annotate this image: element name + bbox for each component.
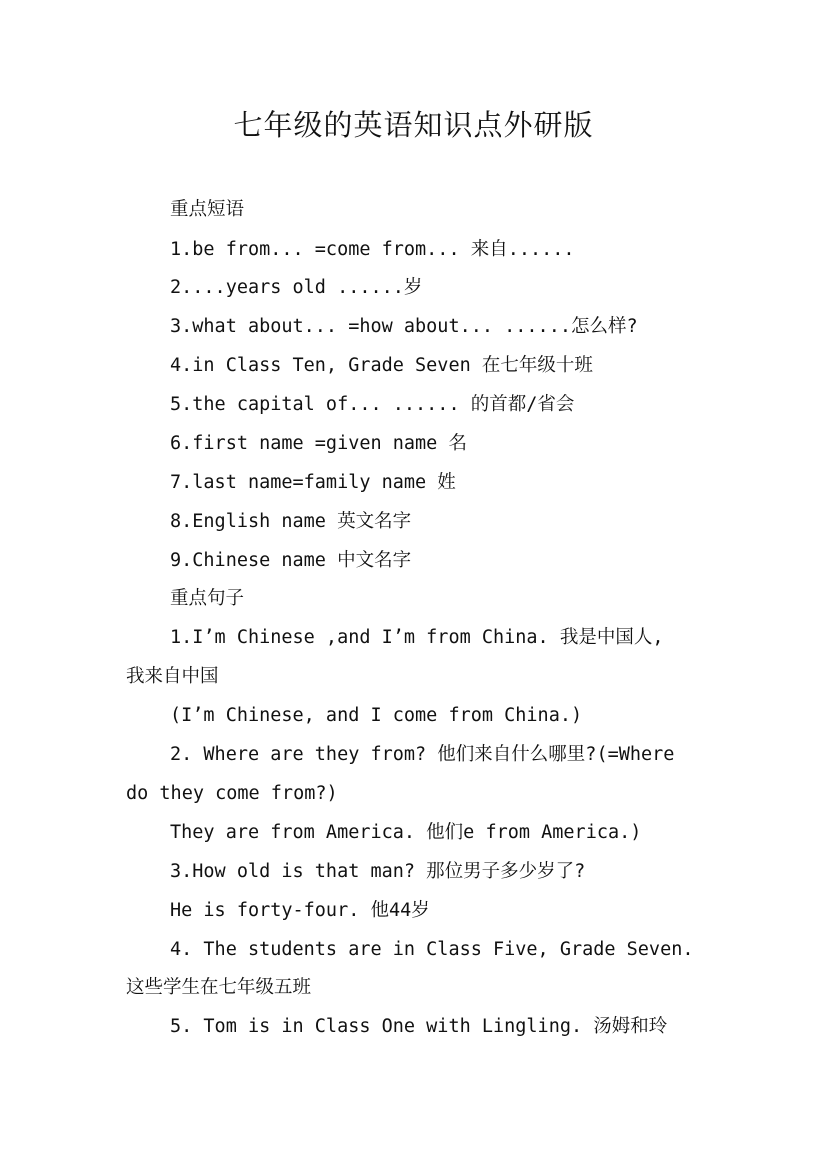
section-heading-phrases: 重点短语 [170,199,245,220]
sentence-line: 4. The students are in Class Five, Grade Seven. [170,939,694,960]
sentence-line: 3.How old is that man? 那位男子多少岁了? [170,861,586,882]
phrase-line: 8.English name 英文名字 [170,511,412,532]
phrase-line: 4.in Class Ten, Grade Seven 在七年级十班 [170,355,593,376]
phrase-line: 6.first name =given name 名 [170,433,467,454]
sentence-line: 我来自中国 [126,666,219,687]
phrase-line: 9.Chinese name 中文名字 [170,550,412,571]
phrase-line: 3.what about... =how about... ......怎么样? [170,316,638,337]
phrase-line: 2....years old ......岁 [170,277,423,298]
document-title: 七年级的英语知识点外研版 [233,108,594,142]
sentence-line: 1.I’m Chinese ,and I’m from China. 我是中国人, [170,627,664,648]
section-heading-sentences: 重点句子 [170,588,245,609]
sentence-line: do they come from?) [126,783,338,804]
sentence-line: They are from America. 他们e from America.) [170,822,642,843]
sentence-line: 这些学生在七年级五班 [126,977,312,998]
phrase-line: 7.last name=family name 姓 [170,472,456,493]
sentence-line: 5. Tom is in Class One with Lingling. 汤姆和玲 [170,1016,668,1037]
sentence-line: (I’m Chinese, and I come from China.) [170,705,583,726]
sentence-line: 2. Where are they from? 他们来自什么哪里?(=Where [170,744,675,765]
phrase-line: 1.be from... =come from... 来自...... [170,239,575,260]
sentence-line: He is forty-four. 他44岁 [170,900,430,921]
phrase-line: 5.the capital of... ...... 的首都/省会 [170,394,575,415]
